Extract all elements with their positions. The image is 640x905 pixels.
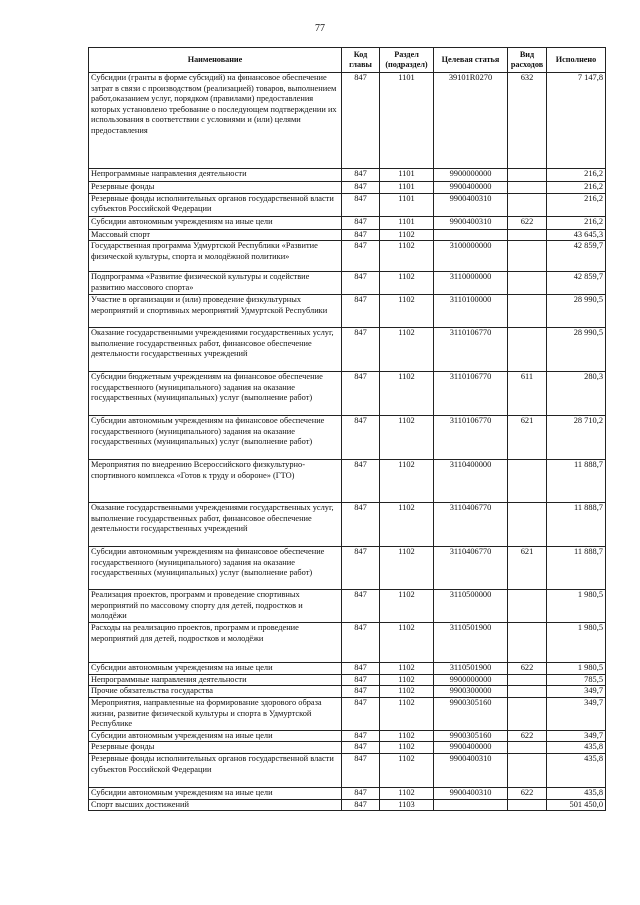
cell-name: Подпрограмма «Развитие физической культуры и содействие развитию массового спорта» [89, 272, 342, 295]
cell-target: 3110400000 [434, 460, 508, 503]
cell-section: 1102 [380, 229, 434, 241]
cell-amount: 435,8 [547, 742, 606, 754]
cell-section: 1102 [380, 730, 434, 742]
cell-code: 847 [342, 590, 380, 623]
table-row [89, 182, 606, 194]
cell-name: Субсидии автономным учреждениям на иные цели [89, 787, 342, 799]
table-row [89, 547, 606, 590]
cell-target: 9900400000 [434, 182, 508, 194]
cell-name: Государственная программа Удмуртской Республики «Развитие физической культуры, спорта и молодёжной политики» [89, 241, 342, 272]
table-row [89, 295, 606, 328]
table-row [89, 416, 606, 460]
cell-name: Субсидии автономным учреждениям на финансовое обеспечение государственного (муниципального) задания на оказание государственных (муниципальных) услуг (выполнение работ) [89, 547, 342, 590]
table-row [89, 503, 606, 547]
cell-type [508, 799, 547, 811]
column-header-section: Раздел (подраздел) [380, 48, 434, 73]
cell-code: 847 [342, 742, 380, 754]
cell-amount: 349,7 [547, 686, 606, 698]
cell-target: 9900400000 [434, 742, 508, 754]
cell-target: 3110106770 [434, 372, 508, 416]
cell-target [434, 799, 508, 811]
cell-section: 1101 [380, 169, 434, 182]
cell-amount: 11 888,7 [547, 460, 606, 503]
cell-type [508, 753, 547, 787]
cell-type [508, 182, 547, 194]
page-number: 77 [315, 23, 325, 34]
cell-code: 847 [342, 663, 380, 675]
cell-type: 632 [508, 73, 547, 169]
cell-amount: 28 990,5 [547, 328, 606, 372]
cell-section: 1103 [380, 799, 434, 811]
table-body [89, 73, 606, 811]
cell-type [508, 697, 547, 730]
cell-code: 847 [342, 623, 380, 663]
cell-name: Резервные фонды [89, 182, 342, 194]
cell-code: 847 [342, 547, 380, 590]
cell-amount: 1 980,5 [547, 590, 606, 623]
cell-code: 847 [342, 674, 380, 686]
cell-amount: 501 450,0 [547, 799, 606, 811]
cell-target: 9900400310 [434, 193, 508, 216]
cell-type [508, 169, 547, 182]
cell-amount: 1 980,5 [547, 623, 606, 663]
cell-name: Спорт высших достижений [89, 799, 342, 811]
column-header-code: Код главы [342, 48, 380, 73]
cell-amount: 216,2 [547, 193, 606, 216]
cell-type [508, 674, 547, 686]
cell-section: 1102 [380, 742, 434, 754]
cell-code: 847 [342, 730, 380, 742]
cell-amount: 435,8 [547, 753, 606, 787]
cell-target: 3110000000 [434, 272, 508, 295]
table-row [89, 590, 606, 623]
cell-target: 9900400310 [434, 787, 508, 799]
cell-section: 1102 [380, 697, 434, 730]
cell-amount: 216,2 [547, 216, 606, 229]
cell-name: Субсидии автономным учреждениям на иные цели [89, 216, 342, 229]
budget-table [88, 47, 606, 811]
cell-amount: 42 859,7 [547, 241, 606, 272]
table-row [89, 372, 606, 416]
table-row [89, 328, 606, 372]
cell-target: 3110500000 [434, 590, 508, 623]
cell-type [508, 272, 547, 295]
cell-name: Мероприятия, направленные на формирование здорового образа жизни, развитие физической культуры и спорта в Удмуртской Республике [89, 697, 342, 730]
cell-section: 1102 [380, 547, 434, 590]
cell-type [508, 295, 547, 328]
cell-code: 847 [342, 73, 380, 169]
table-row [89, 697, 606, 730]
table-row [89, 169, 606, 182]
cell-code: 847 [342, 460, 380, 503]
cell-section: 1102 [380, 686, 434, 698]
cell-name: Резервные фонды исполнительных органов государственной власти субъектов Российской Федерации [89, 193, 342, 216]
cell-target: 9900000000 [434, 674, 508, 686]
cell-name: Непрограммные направления деятельности [89, 169, 342, 182]
cell-target: 3110501900 [434, 663, 508, 675]
cell-target: 9900300000 [434, 686, 508, 698]
cell-code: 847 [342, 182, 380, 194]
cell-target: 3110501900 [434, 623, 508, 663]
cell-code: 847 [342, 799, 380, 811]
table-row [89, 742, 606, 754]
cell-amount: 7 147,8 [547, 73, 606, 169]
cell-target: 3110100000 [434, 295, 508, 328]
cell-type: 621 [508, 416, 547, 460]
cell-type: 622 [508, 730, 547, 742]
cell-code: 847 [342, 328, 380, 372]
cell-name: Оказание государственными учреждениями государственных услуг, выполнение государственных работ, финансовое обеспечение деятельности государственных учреждений [89, 503, 342, 547]
cell-section: 1101 [380, 73, 434, 169]
cell-section: 1101 [380, 216, 434, 229]
cell-section: 1102 [380, 295, 434, 328]
cell-amount: 280,3 [547, 372, 606, 416]
cell-target: 9900400310 [434, 753, 508, 787]
cell-section: 1102 [380, 272, 434, 295]
cell-code: 847 [342, 229, 380, 241]
cell-code: 847 [342, 503, 380, 547]
cell-code: 847 [342, 753, 380, 787]
cell-section: 1102 [380, 663, 434, 675]
cell-name: Субсидии автономным учреждениям на финансовое обеспечение государственного (муниципального) задания на оказание государственных (муниципальных) услуг (выполнение работ) [89, 416, 342, 460]
cell-name: Расходы на реализацию проектов, программ и проведение мероприятий для детей, подростков и молодёжи [89, 623, 342, 663]
cell-type [508, 742, 547, 754]
cell-code: 847 [342, 686, 380, 698]
cell-type [508, 503, 547, 547]
cell-name: Субсидии бюджетным учреждениям на финансовое обеспечение государственного (муниципального) задания на оказание государственных (муниципальных) услуг (выполнение работ) [89, 372, 342, 416]
table-row [89, 799, 606, 811]
cell-name: Непрограммные направления деятельности [89, 674, 342, 686]
table-row [89, 674, 606, 686]
cell-name: Оказание государственными учреждениями государственных услуг, выполнение государственных работ, финансовое обеспечение деятельности государственных учреждений [89, 328, 342, 372]
table-row [89, 193, 606, 216]
cell-target: 3110106770 [434, 416, 508, 460]
column-header-type: Вид расходов [508, 48, 547, 73]
cell-amount: 785,5 [547, 674, 606, 686]
cell-target: 3110406770 [434, 547, 508, 590]
cell-code: 847 [342, 295, 380, 328]
cell-section: 1102 [380, 372, 434, 416]
cell-section: 1102 [380, 623, 434, 663]
cell-amount: 11 888,7 [547, 547, 606, 590]
cell-code: 847 [342, 193, 380, 216]
cell-section: 1101 [380, 182, 434, 194]
cell-code: 847 [342, 169, 380, 182]
table-row [89, 272, 606, 295]
cell-section: 1102 [380, 241, 434, 272]
cell-name: Субсидии автономным учреждениям на иные цели [89, 730, 342, 742]
cell-target: 9900305160 [434, 730, 508, 742]
cell-section: 1102 [380, 753, 434, 787]
cell-target: 9900400310 [434, 216, 508, 229]
cell-name: Резервные фонды исполнительных органов государственной власти субъектов Российской Федерации [89, 753, 342, 787]
cell-amount: 28 990,5 [547, 295, 606, 328]
cell-amount: 11 888,7 [547, 503, 606, 547]
column-header-name: Наименование [89, 48, 342, 73]
table-row [89, 686, 606, 698]
cell-type [508, 590, 547, 623]
cell-amount: 42 859,7 [547, 272, 606, 295]
cell-section: 1102 [380, 590, 434, 623]
table-row [89, 229, 606, 241]
cell-type [508, 241, 547, 272]
cell-target: 3110406770 [434, 503, 508, 547]
cell-section: 1102 [380, 674, 434, 686]
cell-name: Прочие обязательства государства [89, 686, 342, 698]
cell-section: 1102 [380, 328, 434, 372]
column-header-target: Целевая статья [434, 48, 508, 73]
cell-section: 1102 [380, 503, 434, 547]
table-row [89, 241, 606, 272]
cell-section: 1102 [380, 460, 434, 503]
cell-type [508, 328, 547, 372]
cell-section: 1101 [380, 193, 434, 216]
table-row [89, 623, 606, 663]
table-row [89, 73, 606, 169]
cell-amount: 216,2 [547, 169, 606, 182]
cell-type: 611 [508, 372, 547, 416]
column-header-amount: Исполнено [547, 48, 606, 73]
cell-section: 1102 [380, 416, 434, 460]
cell-name: Массовый спорт [89, 229, 342, 241]
cell-amount: 435,8 [547, 787, 606, 799]
cell-target: 3110106770 [434, 328, 508, 372]
table-row [89, 663, 606, 675]
table-row [89, 730, 606, 742]
cell-target: 3100000000 [434, 241, 508, 272]
cell-type [508, 460, 547, 503]
table-row [89, 753, 606, 787]
cell-name: Субсидии (гранты в форме субсидий) на финансовое обеспечение затрат в связи с производством (реализацией) товаров, выполнением работ,оказанием услуг, порядком (правилами) предоставления которых установлено требование о последующем подтверждении их использования в соответствии с условиями и (или) целями предоставления [89, 73, 342, 169]
cell-section: 1102 [380, 787, 434, 799]
table-row [89, 787, 606, 799]
cell-code: 847 [342, 216, 380, 229]
cell-amount: 349,7 [547, 730, 606, 742]
cell-name: Резервные фонды [89, 742, 342, 754]
cell-type: 622 [508, 663, 547, 675]
cell-type [508, 686, 547, 698]
cell-name: Реализация проектов, программ и проведение спортивных мероприятий по массовому спорту для детей, подростков и молодёжи [89, 590, 342, 623]
cell-amount: 216,2 [547, 182, 606, 194]
cell-target [434, 229, 508, 241]
cell-type [508, 193, 547, 216]
cell-type: 622 [508, 216, 547, 229]
cell-amount: 1 980,5 [547, 663, 606, 675]
cell-code: 847 [342, 697, 380, 730]
table-row [89, 460, 606, 503]
cell-type [508, 623, 547, 663]
cell-code: 847 [342, 416, 380, 460]
cell-code: 847 [342, 272, 380, 295]
cell-amount: 349,7 [547, 697, 606, 730]
cell-type: 621 [508, 547, 547, 590]
cell-target: 9900000000 [434, 169, 508, 182]
cell-code: 847 [342, 787, 380, 799]
cell-name: Субсидии автономным учреждениям на иные цели [89, 663, 342, 675]
table-row [89, 216, 606, 229]
header-row [89, 48, 606, 73]
cell-amount: 43 645,3 [547, 229, 606, 241]
cell-target: 39101R0270 [434, 73, 508, 169]
cell-code: 847 [342, 372, 380, 416]
cell-type: 622 [508, 787, 547, 799]
cell-type [508, 229, 547, 241]
cell-code: 847 [342, 241, 380, 272]
cell-name: Участие в организации и (или) проведение физкультурных мероприятий и спортивных мероприятий Удмуртской Республики [89, 295, 342, 328]
cell-target: 9900305160 [434, 697, 508, 730]
cell-name: Мероприятия по внедрению Всероссийского физкультурно-спортивного комплекса «Готов к труду и обороне» (ГТО) [89, 460, 342, 503]
cell-amount: 28 710,2 [547, 416, 606, 460]
